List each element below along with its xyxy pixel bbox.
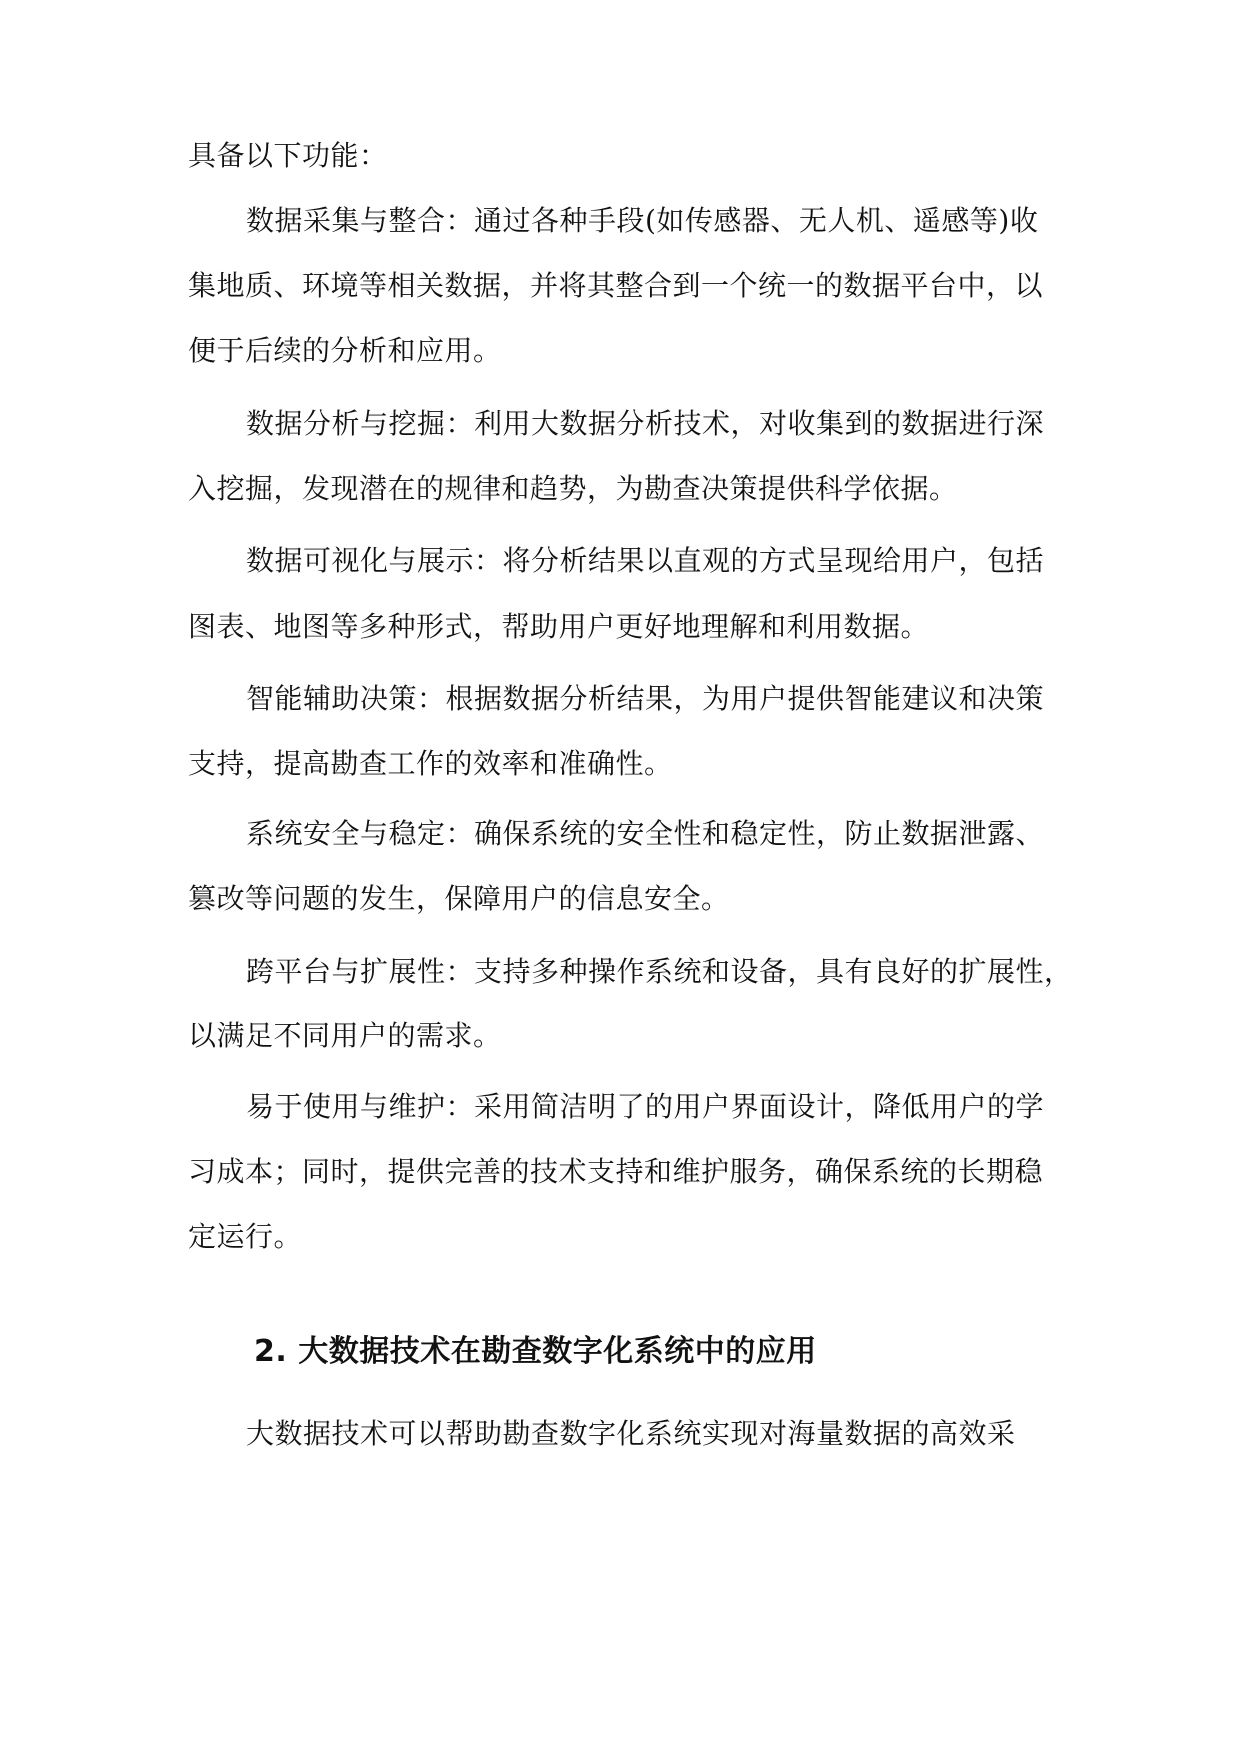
text-line: 图表、地图等多种形式，帮助用户更好地理解和利用数据。 (188, 610, 930, 643)
paragraph-start: 易于使用与维护：采用简洁明了的用户界面设计，降低用户的学 (246, 1090, 1045, 1123)
text-line: 便于后续的分析和应用。 (188, 334, 502, 367)
text-line: 定运行。 (188, 1220, 303, 1253)
paragraph-start: 系统安全与稳定：确保系统的安全性和稳定性，防止数据泄露、 (246, 817, 1045, 850)
paragraph-start: 智能辅助决策：根据数据分析结果，为用户提供智能建议和决策 (246, 682, 1045, 715)
text-line: 以满足不同用户的需求。 (188, 1019, 502, 1052)
section-heading: 2. 大数据技术在勘查数字化系统中的应用 (254, 1334, 817, 1369)
text-line: 篡改等问题的发生，保障用户的信息安全。 (188, 882, 730, 915)
text-line: 具备以下功能： (188, 139, 388, 172)
paragraph-start: 数据采集与整合：通过各种手段(如传感器、无人机、遥感等)收 (246, 204, 1039, 237)
paragraph-start: 大数据技术可以帮助勘查数字化系统实现对海量数据的高效采 (246, 1417, 1016, 1450)
text-line: 入挖掘，发现潜在的规律和趋势，为勘查决策提供科学依据。 (188, 472, 958, 505)
text-line: 支持，提高勘查工作的效率和准确性。 (188, 747, 673, 780)
paragraph-start: 数据分析与挖掘：利用大数据分析技术，对收集到的数据进行深 (246, 407, 1045, 440)
text-line: 习成本；同时，提供完善的技术支持和维护服务，确保系统的长期稳 (188, 1155, 1044, 1188)
paragraph-start: 跨平台与扩展性：支持多种操作系统和设备，具有良好的扩展性， (246, 955, 1073, 988)
paragraph-start: 数据可视化与展示：将分析结果以直观的方式呈现给用户，包括 (246, 544, 1045, 577)
text-line: 集地质、环境等相关数据，并将其整合到一个统一的数据平台中，以 (188, 269, 1044, 302)
